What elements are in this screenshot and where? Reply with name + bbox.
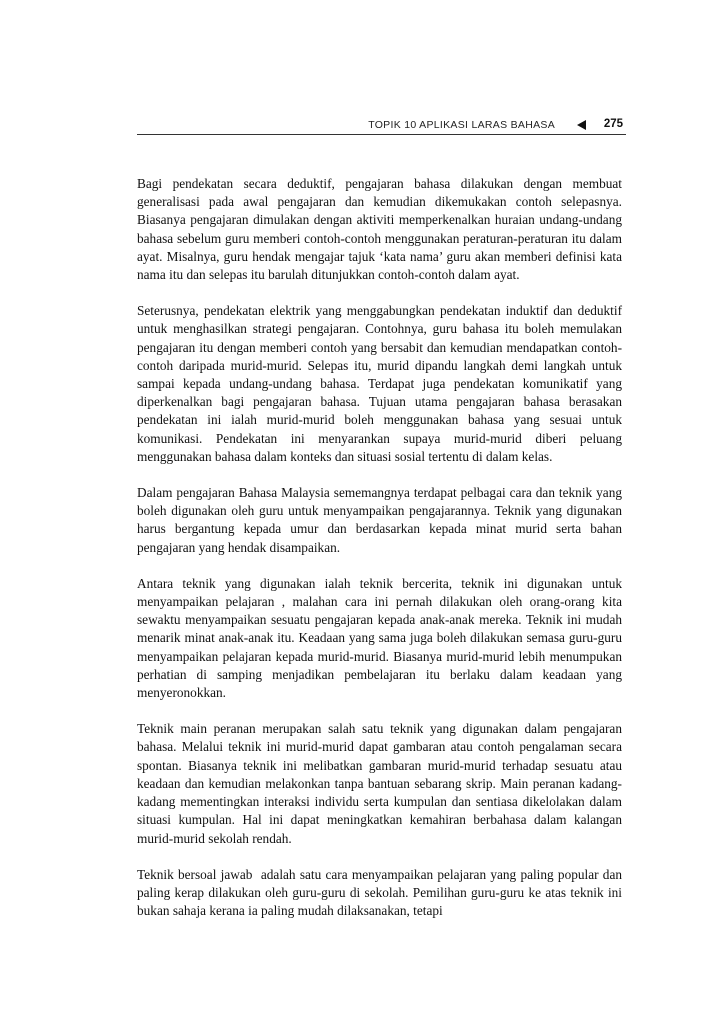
paragraph: Antara teknik yang digunakan ialah teknik bercerita, teknik ini digunakan untuk menyampaikan pelajaran , malahan cara ini pernah dilakukan oleh orang-orang kita sewaktu menyampaikan sesuatu pengajaran kepada anak-anak mereka. Teknik ini mudah menarik minat anak-anak itu. Keadaan yang sama juga boleh dilakukan semasa guru-guru menyampaikan pelajaran kepada murid-murid. Biasanya murid-murid lebih menumpukan perhatian di samping menjadikan pembelajaran itu berlaku dalam keadaan yang menyeronokkan. (137, 575, 626, 701)
header-title: TOPIK 10 APLIKASI LARAS BAHASA (368, 119, 555, 131)
body-text (137, 175, 626, 938)
page-number: 275 (603, 118, 623, 130)
running-header (137, 119, 626, 135)
paragraph: Teknik main peranan merupakan salah satu teknik yang digunakan dalam pengajaran bahasa. Melalui teknik ini murid-murid dapat gambaran atau contoh pengalaman secara spontan. Biasanya teknik ini melibatkan gambaran murid-murid terhadap sesuatu atau keadaan dan kemudian melakonkan tanpa bantuan sebarang skrip. Main peranan kadang-kadang mementingkan interaksi individu serta kumpulan dan sentiasa dikelolakan dalam situasi kumpulan. Hal ini dapat meningkatkan kemahiran berbahasa dalam kalangan murid-murid sekolah rendah. (137, 721, 626, 846)
paragraph: Teknik bersoal jawab adalah satu cara menyampaikan pelajaran yang paling popular dan paling kerap dilakukan oleh guru-guru di sekolah. Pemilihan guru-guru ke atas teknik ini bukan sahaja kerana ia paling mudah dilaksanakan, tetapi (137, 866, 626, 919)
left-triangle-icon (577, 120, 586, 130)
paragraph: Dalam pengajaran Bahasa Malaysia sememangnya terdapat pelbagai cara dan teknik yang boleh digunakan oleh guru untuk menyampaikan pengajarannya. Teknik yang digunakan harus bergantung kepada umur dan berdasarkan kepada minat murid serta bahan pengajaran yang hendak disampaikan. (137, 485, 626, 555)
paragraph: Seterusnya, pendekatan elektrik yang menggabungkan pendekatan induktif dan deduktif untuk menghasilkan strategi pengajaran. Contohnya, guru bahasa itu boleh memulakan pengajaran itu dengan memberi contoh yang bersabit dan kemudian mendapatkan contoh-contoh daripada murid-murid. Selepas itu, murid dipandu langkah demi langkah untuk sampai kepada undang-undang bahasa. Terdapat juga pendekatan komunikatif yang diperkenalkan bagi pengajaran bahasa. Tujuan utama pengajaran bahasa berasakan pendekatan ini ialah murid-murid boleh menggunakan bahasa yang sesuai untuk komunikasi. Pendekatan ini menyarankan supaya murid-murid diberi peluang menggunakan bahasa dalam konteks dan situasi sosial tertentu di dalam kelas. (137, 303, 626, 464)
paragraph: Bagi pendekatan secara deduktif, pengajaran bahasa dilakukan dengan membuat generalisasi pada awal pengajaran dan kemudian dikemukakan contoh selepasnya. Biasanya pengajaran dimulakan dengan aktiviti memperkenalkan huraian undang-undang bahasa sebelum guru memberi contoh-contoh menggunakan peraturan-peraturan itu dalam ayat. Misalnya, guru hendak mengajar tajuk ‘kata nama’ guru akan memberi definisi kata nama itu dan selepas itu barulah ditunjukkan contoh-contoh dalam ayat. (137, 176, 626, 283)
